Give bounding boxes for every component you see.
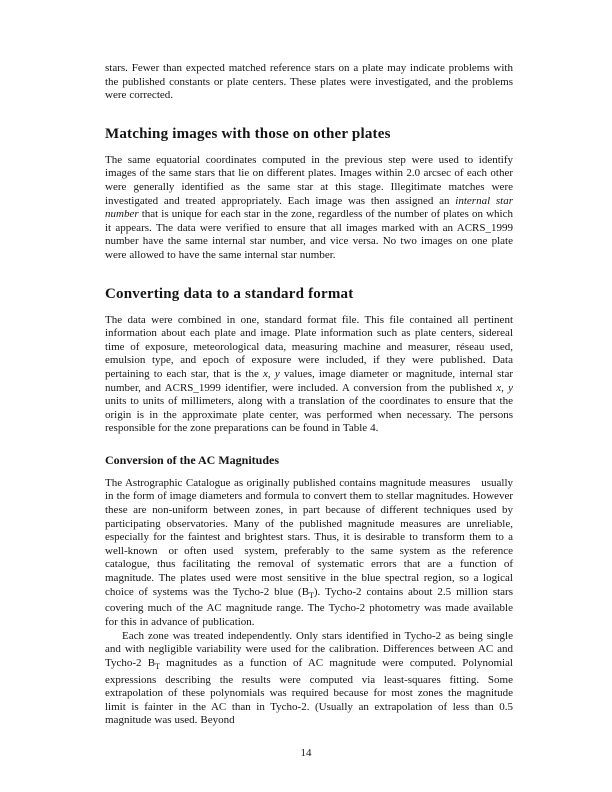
text-block: [105, 62, 513, 728]
section-heading-matching-images: Matching images with those on other plates: [105, 125, 391, 142]
paragraph-standard-format: The data were combined in one, standard format file. This file contained all pertinent information about each plate and image. Plate information such as plate centers, sidereal time of exposure, meteorological data, measuring machine and measurer, réseau used, emulsion type, and epoch of exposure were included, if they were published. Data pertaining to each star, that is the x, y values, image diameter or magnitude, internal star number, and ACRS_1999 identifier, were included. A conversion from the published x, y units to units of millimeters, along with a translation of the coordinates to ensure that the origin is in the approximate plate center, was performed when necessary. The persons responsible for the zone preparations can be found in Table 4.: [105, 313, 513, 435]
paragraph-matching-images: The same equatorial coordinates computed in the previous step were used to identify images of the same stars that lie on different plates. Images within 2.0 arcsec of each other were generally identified as the same star at this stage. Illegitimate matches were investigated and treated appropriately. Each image was then assigned an internal star number that is unique for each star in the zone, regardless of the number of plates on which it appears. The data were verified to ensure that all images marked with an ACRS_1999 number have the same internal star number, and vice versa. No two images on one plate were allowed to have the same internal star number.: [105, 153, 513, 261]
section-heading-converting-data: Converting data to a standard format: [105, 285, 354, 302]
page-number: 14: [300, 747, 312, 759]
paragraph-plate-problems: stars. Fewer than expected matched reference stars on a plate may indicate problems with the published constants or plate centers. These plates were investigated, and the problems were corrected.: [105, 62, 513, 102]
paragraph-ac-magnitudes: The Astrographic Catalogue as originally published contains magnitude measures usually in the form of image diameters and formula to convert them to stellar magnitudes. However these are non-uniform between zones, in part because of different techniques used by participating observatories. Many of the published magnitude measures are unreliable, especially for the faintest and brightest stars. Thus, it is desirable to transform them to a well-known or often used system, preferably to the same system as the reference catalogue, thus facilitating the removal of systematic errors that are a function of magnitude. The plates used were most sensitive in the blue spectral region, so a logical choice of systems was the Tycho-2 blue $(B_T)$. Tycho-2 contains about 2.5 million stars covering much of the AC magnitude range. The Tycho-2 photometry was made available for this in advance of publication.: [105, 476, 513, 628]
subsection-heading-ac-magnitudes: Conversion of the AC Magnitudes: [105, 452, 280, 467]
paragraph-zone-calibration: Each zone was treated independently. Only stars identified in Tycho-2 as being single and with negligible variability were used for the calibration. Differences between AC and Tycho-2 $B_T$ magnitudes as a function of AC magnitude were computed. Polynomial expressions describing the results were computed via least-squares fitting. Some extrapolation of these polynomials was required because for most zones the magnitude limit is fainter in the AC than in Tycho-2. (Usually an extrapolation of less than 0.5 magnitude was used. Beyond: [105, 629, 513, 727]
